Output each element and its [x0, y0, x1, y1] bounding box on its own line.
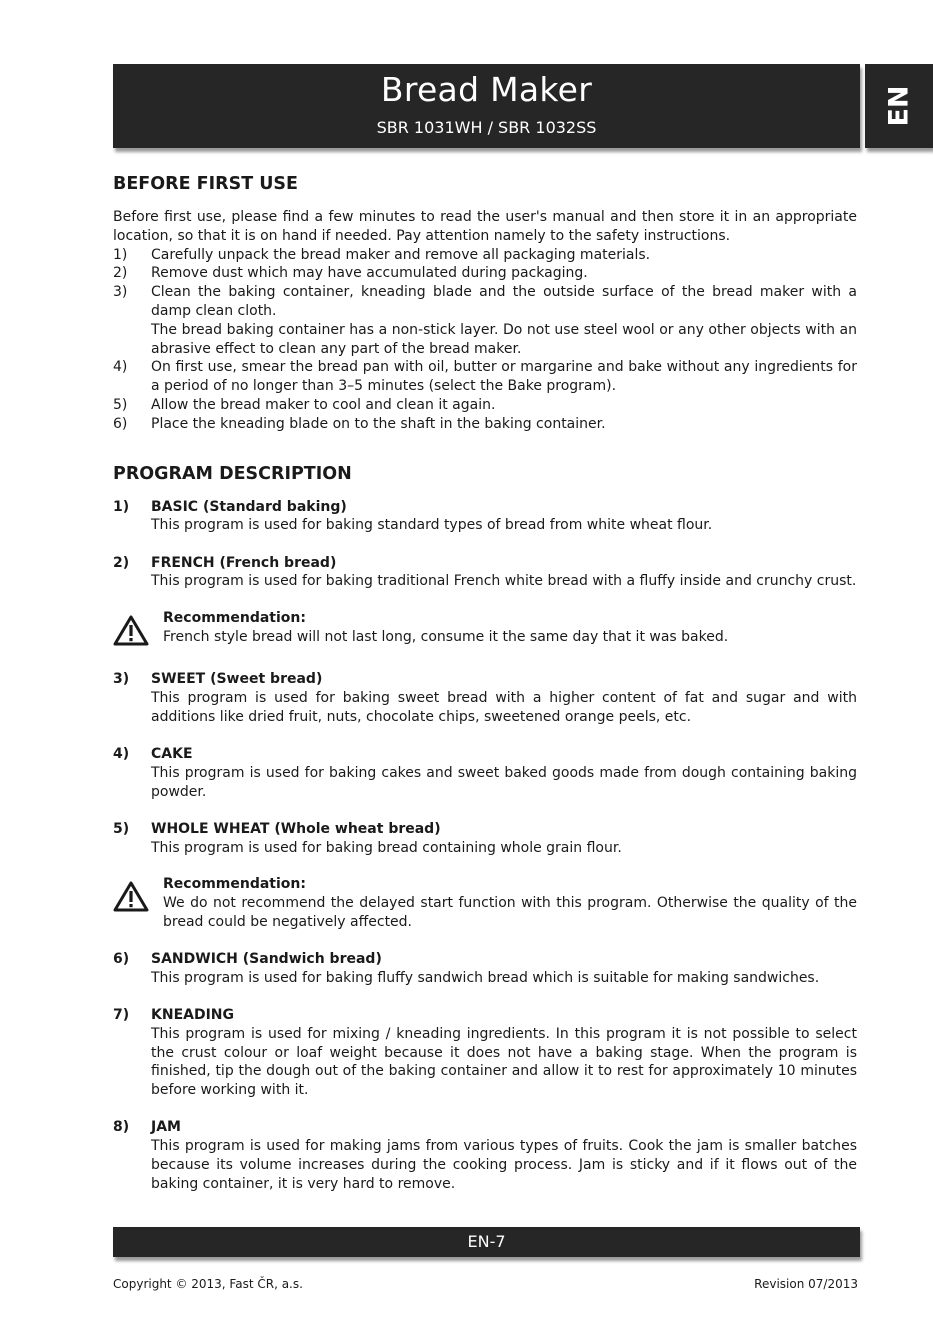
section-heading: BEFORE FIRST USE	[113, 174, 298, 194]
step-text: Remove dust which may have accumulated during packaging.	[151, 265, 588, 282]
step-text: Allow the bread maker to cool and clean it again.	[151, 396, 496, 413]
program-item	[113, 950, 857, 988]
section-heading: PROGRAM DESCRIPTION	[113, 463, 352, 484]
list-item	[113, 396, 857, 415]
warning-triangle-icon	[113, 875, 163, 931]
program-number: 6)	[113, 950, 130, 967]
program-title: CAKE	[151, 745, 193, 762]
program-item	[113, 554, 857, 592]
program-number: 5)	[113, 820, 130, 837]
program-title: KNEADING	[151, 1006, 235, 1023]
step-text: Carefully unpack the bread maker and remove all packaging materials.	[151, 246, 651, 263]
program-title: BASIC (Standard baking)	[151, 498, 347, 515]
step-text: Clean the baking container, kneading blade and the outside surface of the bread maker with a damp clean cloth.	[151, 284, 857, 319]
copyright-text: Copyright © 2013, Fast ČR, a.s.	[113, 1277, 303, 1291]
step-text: Place the kneading blade on to the shaft in the baking container.	[151, 415, 606, 432]
language-label: EN	[883, 85, 915, 127]
program-description: This program is used for baking bread containing whole grain flour.	[151, 839, 622, 856]
program-item	[113, 670, 857, 726]
program-item	[113, 1006, 857, 1100]
program-title: WHOLE WHEAT (Whole wheat bread)	[151, 820, 441, 837]
revision-text: Revision 07/2013	[754, 1277, 858, 1291]
page-number-bar	[113, 1227, 860, 1257]
document-title: Bread Maker	[380, 70, 593, 109]
step-number: 5)	[113, 396, 128, 413]
program-description: This program is used for baking sweet bread with a higher content of fat and sugar and with additions like dried fruit, nuts, chocolate chips, sweetened orange peels, etc.	[151, 689, 857, 725]
list-item	[113, 358, 857, 396]
program-number: 1)	[113, 498, 130, 515]
step-number: 1)	[113, 246, 128, 263]
page-number: EN-7	[467, 1232, 506, 1251]
program-title: SWEET (Sweet bread)	[151, 671, 323, 688]
program-description: This program is used for making jams from various types of fruits. Cook the jam is smaller batches because its volume increases during the cooking process. Jam is sticky and if it flows out of the baking container, it is very hard to remove.	[151, 1138, 857, 1192]
program-item	[113, 1118, 857, 1193]
recommendation-title: Recommendation:	[163, 609, 306, 626]
model-numbers: SBR 1031WH / SBR 1032SS	[376, 118, 597, 137]
intro-paragraph: Before first use, please find a few minutes to read the user's manual and then store it in an appropriate location, so that it is on hand if needed. Pay attention namely to the safety instructions.	[113, 209, 857, 244]
program-number: 3)	[113, 671, 130, 688]
program-number: 7)	[113, 1006, 130, 1023]
list-item	[113, 264, 857, 283]
program-number: 8)	[113, 1119, 130, 1136]
program-title: FRENCH (French bread)	[151, 554, 337, 571]
step-number: 2)	[113, 265, 128, 282]
program-title: JAM	[151, 1119, 181, 1136]
program-description: This program is used for baking fluffy sandwich bread which is suitable for making sandwiches.	[151, 969, 820, 986]
before-first-use-section	[113, 172, 857, 434]
recommendation-text: We do not recommend the delayed start function with this program. Otherwise the quality of the bread could be negatively affected.	[163, 894, 857, 930]
program-description: This program is used for baking standard types of bread from white wheat flour.	[151, 517, 713, 534]
language-tab	[865, 64, 933, 148]
program-description: This program is used for mixing / kneading ingredients. In this program it is not possible to select the crust colour or loaf weight because it does not have a baking stage. When the program is finished, tip the dough out of the baking container and allow it to rest for approximately 10 minutes before working with it.	[151, 1025, 857, 1099]
list-item	[113, 246, 857, 265]
recommendation-note	[113, 875, 857, 931]
program-item	[113, 745, 857, 801]
step-number: 6)	[113, 415, 128, 432]
step-number: 4)	[113, 359, 128, 376]
step-text: On first use, smear the bread pan with oil, butter or margarine and bake without any ingredients for a period of no longer than 3–5 minutes (select the Bake program).	[151, 359, 857, 395]
program-item	[113, 498, 857, 536]
program-item	[113, 820, 857, 858]
list-item	[113, 283, 857, 358]
program-description: This program is used for baking traditional French white bread with a fluffy inside and crunchy crust.	[151, 573, 857, 590]
list-item	[113, 415, 857, 434]
warning-triangle-icon	[113, 609, 163, 652]
recommendation-text: French style bread will not last long, consume it the same day that it was baked.	[163, 628, 729, 645]
program-number: 4)	[113, 745, 130, 762]
page-content	[113, 172, 857, 1212]
recommendation-title: Recommendation:	[163, 875, 306, 892]
program-number: 2)	[113, 554, 130, 571]
recommendation-note	[113, 609, 857, 652]
program-title: SANDWICH (Sandwich bread)	[151, 950, 382, 967]
program-description: This program is used for baking cakes and sweet baked goods made from dough containing baking powder.	[151, 764, 857, 800]
step-number: 3)	[113, 284, 128, 301]
program-description-section	[113, 462, 857, 1194]
page-header	[113, 64, 860, 148]
step-note: The bread baking container has a non-stick layer. Do not use steel wool or any other objects with an abrasive effect to clean any part of the bread maker.	[151, 321, 857, 357]
